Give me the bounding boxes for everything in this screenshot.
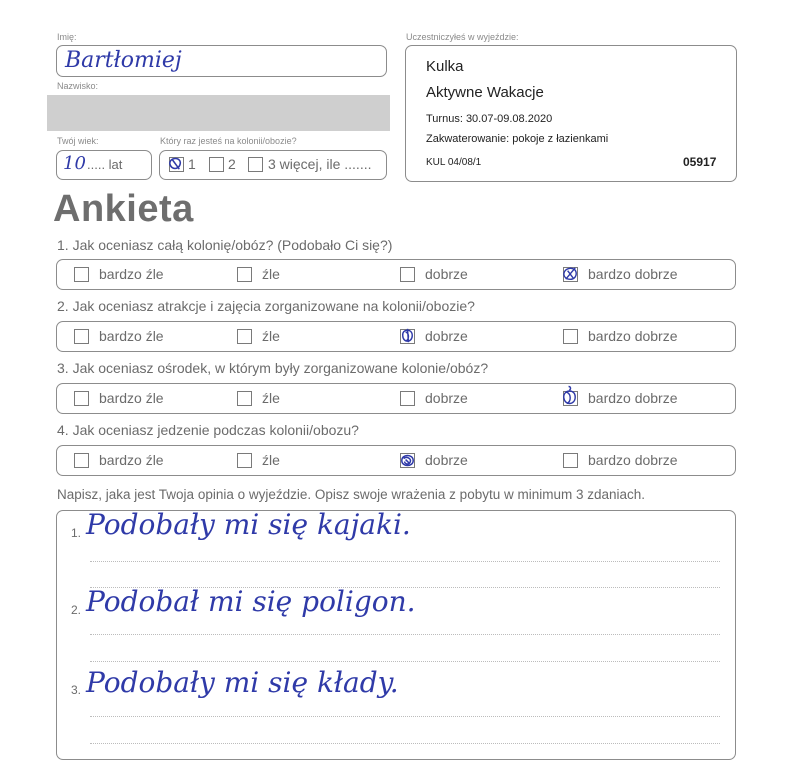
answer-row-1 xyxy=(56,259,736,290)
q2-option-bardzo-dobrze-checkbox[interactable] xyxy=(563,329,578,344)
q1-option-bardzo-dobrze: bardzo dobrze xyxy=(588,266,678,282)
q4-check-mark xyxy=(398,451,417,470)
opinion-number-2: 2. xyxy=(71,603,82,617)
name-label: Imię: xyxy=(57,32,77,42)
q3-check-mark xyxy=(560,384,579,408)
age-value: 10 xyxy=(63,153,86,174)
q4-option-bardzo-dobrze-checkbox[interactable] xyxy=(563,453,578,468)
q2-option-zle: źle xyxy=(262,328,280,344)
trip-turnus: Turnus: 30.07-09.08.2020 xyxy=(426,113,553,125)
q4-option-dobrze: dobrze xyxy=(425,452,468,468)
times-field xyxy=(159,150,387,180)
q3-option-bardzo-zle-checkbox[interactable] xyxy=(74,391,89,406)
question-3: 3. Jak oceniasz ośrodek, w którym były zorganizowane kolonie/obóz? xyxy=(57,360,489,376)
opinion-box[interactable] xyxy=(56,510,736,760)
surname-redaction xyxy=(47,95,390,131)
q3-option-dobrze: dobrze xyxy=(425,390,468,406)
opinion-text-1: Podobały mi się kajaki. xyxy=(86,508,411,541)
q1-check-mark xyxy=(561,264,580,283)
writing-line xyxy=(90,716,720,717)
answer-row-2 xyxy=(56,321,736,352)
times-check-mark xyxy=(166,154,185,173)
q4-option-zle-checkbox[interactable] xyxy=(237,453,252,468)
q1-option-zle-checkbox[interactable] xyxy=(237,267,252,282)
writing-line xyxy=(90,634,720,635)
opinion-text-3: Podobały mi się kłady. xyxy=(86,666,399,699)
trip-program: Aktywne Wakacje xyxy=(426,84,544,101)
trip-accommodation: Zakwaterowanie: pokoje z łazienkami xyxy=(426,133,609,145)
name-value: Bartłomiej xyxy=(65,48,182,73)
q2-option-bardzo-dobrze: bardzo dobrze xyxy=(588,328,678,344)
times-checkbox-2[interactable] xyxy=(209,157,224,172)
q1-option-dobrze-checkbox[interactable] xyxy=(400,267,415,282)
age-field[interactable] xyxy=(56,150,152,180)
q2-check-mark xyxy=(398,326,417,345)
trip-label: Uczestniczyłeś w wyjeździe: xyxy=(406,32,519,42)
q2-option-bardzo-zle-checkbox[interactable] xyxy=(74,329,89,344)
question-2: 2. Jak oceniasz atrakcje i zajęcia zorganizowane na kolonii/obozie? xyxy=(57,298,475,314)
writing-line xyxy=(90,743,720,744)
times-option-2: 2 xyxy=(228,156,236,172)
trip-number: 05917 xyxy=(683,155,717,169)
q2-option-zle-checkbox[interactable] xyxy=(237,329,252,344)
writing-line xyxy=(90,661,720,662)
q1-option-dobrze: dobrze xyxy=(425,266,468,282)
answer-row-4 xyxy=(56,445,736,476)
times-option-3: 3 więcej, ile ....... xyxy=(268,156,372,172)
q1-option-bardzo-zle-checkbox[interactable] xyxy=(74,267,89,282)
q4-option-bardzo-zle-checkbox[interactable] xyxy=(74,453,89,468)
q3-option-dobrze-checkbox[interactable] xyxy=(400,391,415,406)
opinion-number-1: 1. xyxy=(71,526,82,540)
q2-option-dobrze: dobrze xyxy=(425,328,468,344)
q4-option-bardzo-dobrze: bardzo dobrze xyxy=(588,452,678,468)
times-option-1: 1 xyxy=(188,156,196,172)
surname-label: Nazwisko: xyxy=(57,81,99,91)
survey-title: Ankieta xyxy=(53,188,194,230)
name-field[interactable] xyxy=(56,45,387,77)
opinion-text-2: Podobał mi się poligon. xyxy=(86,585,416,618)
writing-line xyxy=(90,561,720,562)
q3-option-zle: źle xyxy=(262,390,280,406)
trip-name: Kulka xyxy=(426,58,464,75)
question-4: 4. Jak oceniasz jedzenie podczas kolonii/obozu? xyxy=(57,422,359,438)
opinion-number-3: 3. xyxy=(71,683,82,697)
q3-option-zle-checkbox[interactable] xyxy=(237,391,252,406)
times-checkbox-3[interactable] xyxy=(248,157,263,172)
q4-option-zle: źle xyxy=(262,452,280,468)
q3-option-bardzo-zle: bardzo źle xyxy=(99,390,164,406)
q4-option-bardzo-zle: bardzo źle xyxy=(99,452,164,468)
times-label: Który raz jesteś na kolonii/obozie? xyxy=(160,136,297,146)
q1-option-zle: źle xyxy=(262,266,280,282)
q3-option-bardzo-dobrze: bardzo dobrze xyxy=(588,390,678,406)
age-suffix: ..... lat xyxy=(87,157,123,172)
q2-option-bardzo-zle: bardzo źle xyxy=(99,328,164,344)
answer-row-3 xyxy=(56,383,736,414)
q1-option-bardzo-zle: bardzo źle xyxy=(99,266,164,282)
age-label: Twój wiek: xyxy=(57,136,99,146)
trip-code: KUL 04/08/1 xyxy=(426,157,482,168)
question-1: 1. Jak oceniasz całą kolonię/obóz? (Podobało Ci się?) xyxy=(57,237,393,253)
opinion-prompt: Napisz, jaka jest Twoja opinia o wyjeździe. Opisz swoje wrażenia z pobytu w minimum 3 zdaniach. xyxy=(57,487,646,502)
